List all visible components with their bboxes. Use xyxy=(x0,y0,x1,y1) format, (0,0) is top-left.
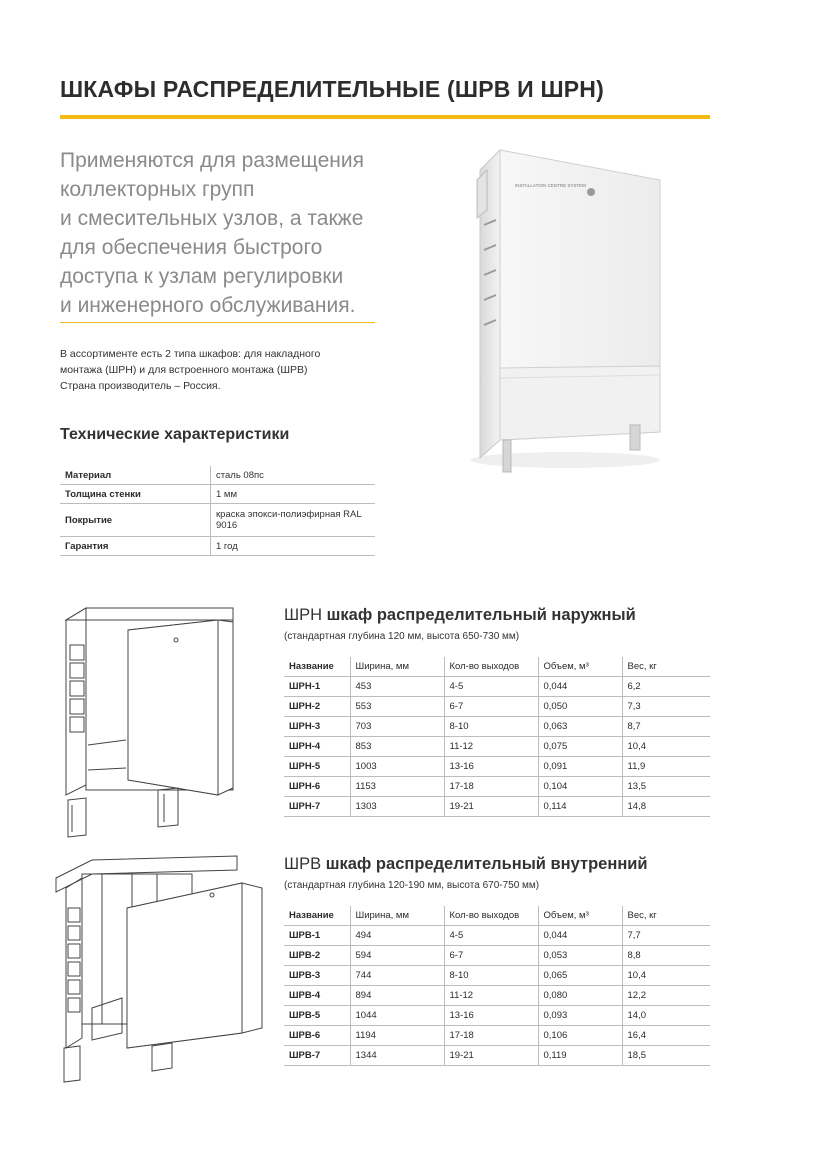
lead-line: доступа к узлам регулировки xyxy=(60,265,344,288)
table-cell: 0,044 xyxy=(538,677,622,697)
table-row xyxy=(284,797,710,817)
table-cell: 894 xyxy=(350,986,444,1006)
table-cell: 6-7 xyxy=(444,697,538,717)
tech-heading: Технические характеристики xyxy=(60,426,290,443)
table-cell: 8-10 xyxy=(444,717,538,737)
spec-value: 1 год xyxy=(211,537,376,556)
table-cell: 0,044 xyxy=(538,926,622,946)
table-row xyxy=(284,926,710,946)
spec-key: Гарантия xyxy=(60,537,211,556)
table-cell: 13-16 xyxy=(444,757,538,777)
table-row xyxy=(284,1026,710,1046)
table-cell: 0,075 xyxy=(538,737,622,757)
spec-value: 1 мм xyxy=(211,485,376,504)
table-cell: ШРН-7 xyxy=(284,797,350,817)
lead-line: для обеспечения быстрого xyxy=(60,236,323,259)
spec-row xyxy=(60,537,375,556)
table-cell: ШРВ-3 xyxy=(284,966,350,986)
shrv-title-rest: шкаф распределительный внутренний xyxy=(321,855,648,873)
table-cell: 4-5 xyxy=(444,926,538,946)
table-cell: ШРН-4 xyxy=(284,737,350,757)
spec-value: сталь 08пс xyxy=(211,466,376,485)
table-cell: 0,053 xyxy=(538,946,622,966)
table-cell: 18,5 xyxy=(622,1046,710,1066)
table-cell: 1153 xyxy=(350,777,444,797)
table-row xyxy=(284,1006,710,1026)
table-cell: 1344 xyxy=(350,1046,444,1066)
spec-row xyxy=(60,466,375,485)
table-cell: 8,7 xyxy=(622,717,710,737)
table-cell: 7,3 xyxy=(622,697,710,717)
table-cell: 11-12 xyxy=(444,986,538,1006)
table-cell: 6,2 xyxy=(622,677,710,697)
table-cell: 12,2 xyxy=(622,986,710,1006)
table-cell: 4-5 xyxy=(444,677,538,697)
shrn-title-rest: шкаф распределительный наружный xyxy=(322,606,636,624)
spec-row xyxy=(60,504,375,537)
table-cell: 6-7 xyxy=(444,946,538,966)
table-row xyxy=(284,1046,710,1066)
table-cell: ШРН-2 xyxy=(284,697,350,717)
product-label: INSTALLATION CENTRE SYSTEM xyxy=(515,183,586,188)
shrv-drawing xyxy=(52,848,272,1083)
table-cell: 453 xyxy=(350,677,444,697)
table-cell: 1194 xyxy=(350,1026,444,1046)
table-cell: 1044 xyxy=(350,1006,444,1026)
col-header: Название xyxy=(284,906,350,926)
table-cell: 744 xyxy=(350,966,444,986)
table-cell: 8,8 xyxy=(622,946,710,966)
table-cell: 7,7 xyxy=(622,926,710,946)
table-cell: 10,4 xyxy=(622,737,710,757)
table-cell: 19-21 xyxy=(444,1046,538,1066)
lead-line: коллекторных групп xyxy=(60,178,255,201)
shrn-subtitle: (стандартная глубина 120 мм, высота 650-730 мм) xyxy=(284,631,520,642)
table-cell: ШРВ-7 xyxy=(284,1046,350,1066)
table-cell: ШРВ-4 xyxy=(284,986,350,1006)
col-header: Объем, м³ xyxy=(538,906,622,926)
table-row xyxy=(284,757,710,777)
shrv-subtitle: (стандартная глубина 120-190 мм, высота 670-750 мм) xyxy=(284,880,540,891)
spec-table xyxy=(60,466,375,556)
table-row xyxy=(284,777,710,797)
table-row xyxy=(284,946,710,966)
assortment-note xyxy=(60,346,380,394)
table-cell: ШРН-6 xyxy=(284,777,350,797)
table-cell: 553 xyxy=(350,697,444,717)
table-cell: 14,8 xyxy=(622,797,710,817)
table-cell: 17-18 xyxy=(444,1026,538,1046)
title-underline xyxy=(60,115,710,119)
shrv-title xyxy=(284,855,648,874)
table-cell: 11,9 xyxy=(622,757,710,777)
table-cell: 0,119 xyxy=(538,1046,622,1066)
note-line: Страна производитель – Россия. xyxy=(60,380,221,392)
spec-key: Покрытие xyxy=(60,504,211,537)
col-header: Название xyxy=(284,657,350,677)
table-cell: 0,104 xyxy=(538,777,622,797)
table-cell: 1303 xyxy=(350,797,444,817)
table-cell: 13-16 xyxy=(444,1006,538,1026)
shrn-abbr: ШРН xyxy=(284,606,323,624)
lead-paragraph xyxy=(60,146,400,320)
shrn-title xyxy=(284,606,636,625)
spec-key: Толщина стенки xyxy=(60,485,211,504)
table-cell: 0,091 xyxy=(538,757,622,777)
table-cell: ШРН-5 xyxy=(284,757,350,777)
shrv-abbr: ШРВ xyxy=(284,855,322,873)
table-cell: 1003 xyxy=(350,757,444,777)
shrn-drawing xyxy=(58,600,238,840)
table-cell: ШРВ-6 xyxy=(284,1026,350,1046)
col-header: Кол-во выходов xyxy=(444,657,538,677)
table-cell: ШРВ-2 xyxy=(284,946,350,966)
col-header: Вес, кг xyxy=(622,906,710,926)
table-cell: 0,050 xyxy=(538,697,622,717)
table-cell: 17-18 xyxy=(444,777,538,797)
table-header-row xyxy=(284,906,710,926)
table-cell: 11-12 xyxy=(444,737,538,757)
table-cell: 0,106 xyxy=(538,1026,622,1046)
table-cell: ШРВ-1 xyxy=(284,926,350,946)
table-cell: 0,080 xyxy=(538,986,622,1006)
table-cell: 14,0 xyxy=(622,1006,710,1026)
col-header: Ширина, мм xyxy=(350,906,444,926)
table-row xyxy=(284,717,710,737)
col-header: Объем, м³ xyxy=(538,657,622,677)
table-cell: 0,063 xyxy=(538,717,622,737)
table-cell: 0,114 xyxy=(538,797,622,817)
table-row xyxy=(284,986,710,1006)
col-header: Вес, кг xyxy=(622,657,710,677)
table-cell: 594 xyxy=(350,946,444,966)
lead-line: Применяются для размещения xyxy=(60,149,364,172)
lead-divider xyxy=(60,322,375,323)
shrn-table xyxy=(284,657,710,817)
spec-key: Материал xyxy=(60,466,211,485)
shrv-table xyxy=(284,906,710,1066)
cabinet-photo xyxy=(455,140,675,480)
spec-value: краска эпокси-полиэфирная RAL 9016 xyxy=(211,504,376,537)
col-header: Ширина, мм xyxy=(350,657,444,677)
page-title: ШКАФЫ РАСПРЕДЕЛИТЕЛЬНЫЕ (ШРВ И ШРН) xyxy=(60,76,604,102)
note-line: монтажа (ШРН) и для встроенного монтажа (ШРВ) xyxy=(60,364,308,376)
table-cell: 16,4 xyxy=(622,1026,710,1046)
table-cell: 494 xyxy=(350,926,444,946)
table-cell: 853 xyxy=(350,737,444,757)
table-cell: ШРВ-5 xyxy=(284,1006,350,1026)
table-cell: 10,4 xyxy=(622,966,710,986)
col-header: Кол-во выходов xyxy=(444,906,538,926)
table-cell: 8-10 xyxy=(444,966,538,986)
table-cell: 0,093 xyxy=(538,1006,622,1026)
table-cell: 703 xyxy=(350,717,444,737)
note-line: В ассортименте есть 2 типа шкафов: для накладного xyxy=(60,348,321,360)
table-cell: ШРН-3 xyxy=(284,717,350,737)
table-row xyxy=(284,737,710,757)
lead-line: и смесительных узлов, а также xyxy=(60,207,364,230)
table-cell: 13,5 xyxy=(622,777,710,797)
spec-row xyxy=(60,485,375,504)
table-row xyxy=(284,966,710,986)
table-cell: ШРН-1 xyxy=(284,677,350,697)
lead-line: и инженерного обслуживания. xyxy=(60,294,356,317)
table-row xyxy=(284,697,710,717)
table-row xyxy=(284,677,710,697)
table-header-row xyxy=(284,657,710,677)
table-cell: 0,065 xyxy=(538,966,622,986)
table-cell: 19-21 xyxy=(444,797,538,817)
